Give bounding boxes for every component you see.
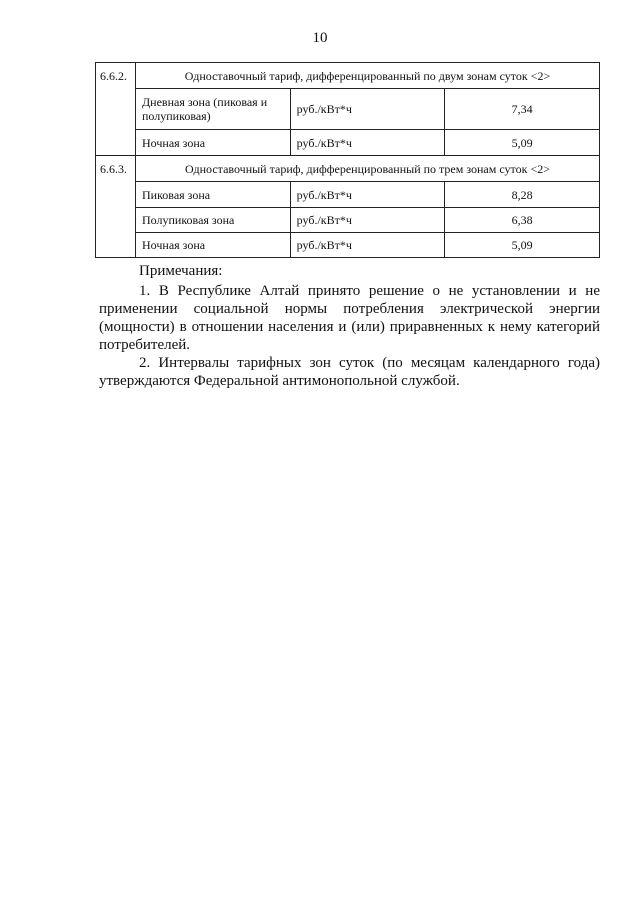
notes-section — [99, 262, 600, 390]
group-title: Одноставочный тариф, дифференцированный по трем зонам суток <2> — [136, 156, 600, 182]
value-cell: 7,34 — [445, 89, 600, 130]
table-row — [96, 182, 600, 208]
group-number: 6.6.3. — [96, 156, 136, 258]
table-row — [96, 208, 600, 233]
value-cell: 5,09 — [445, 130, 600, 156]
unit-cell: руб./кВт*ч — [290, 233, 445, 258]
note-item: 1. В Республике Алтай принято решение о не установлении и не применении социальной нормы потребления электрической энергии (мощности) в отношении населения и (или) приравненных к нему категорий потребителей. — [99, 283, 600, 353]
notes-title: Примечания: — [139, 263, 223, 279]
unit-cell: руб./кВт*ч — [290, 208, 445, 233]
tariff-table — [95, 62, 600, 258]
table-row — [96, 233, 600, 258]
value-cell: 6,38 — [445, 208, 600, 233]
unit-cell: руб./кВт*ч — [290, 182, 445, 208]
unit-cell: руб./кВт*ч — [290, 130, 445, 156]
table-row — [96, 130, 600, 156]
unit-cell: руб./кВт*ч — [290, 89, 445, 130]
group-number: 6.6.2. — [96, 63, 136, 156]
table-group-header — [96, 156, 600, 182]
group-title: Одноставочный тариф, дифференцированный по двум зонам суток <2> — [136, 63, 600, 89]
value-cell: 8,28 — [445, 182, 600, 208]
page-number: 10 — [312, 30, 328, 46]
table-group-header — [96, 63, 600, 89]
zone-name: Ночная зона — [136, 233, 291, 258]
note-item: 2. Интервалы тарифных зон суток (по месяцам календарного года) утверждаются Федеральной антимонопольной службой. — [99, 355, 600, 389]
table-row — [96, 89, 600, 130]
value-cell: 5,09 — [445, 233, 600, 258]
zone-name: Полупиковая зона — [136, 208, 291, 233]
zone-name: Пиковая зона — [136, 182, 291, 208]
zone-name: Дневная зона (пиковая и полупиковая) — [136, 89, 291, 130]
zone-name: Ночная зона — [136, 130, 291, 156]
